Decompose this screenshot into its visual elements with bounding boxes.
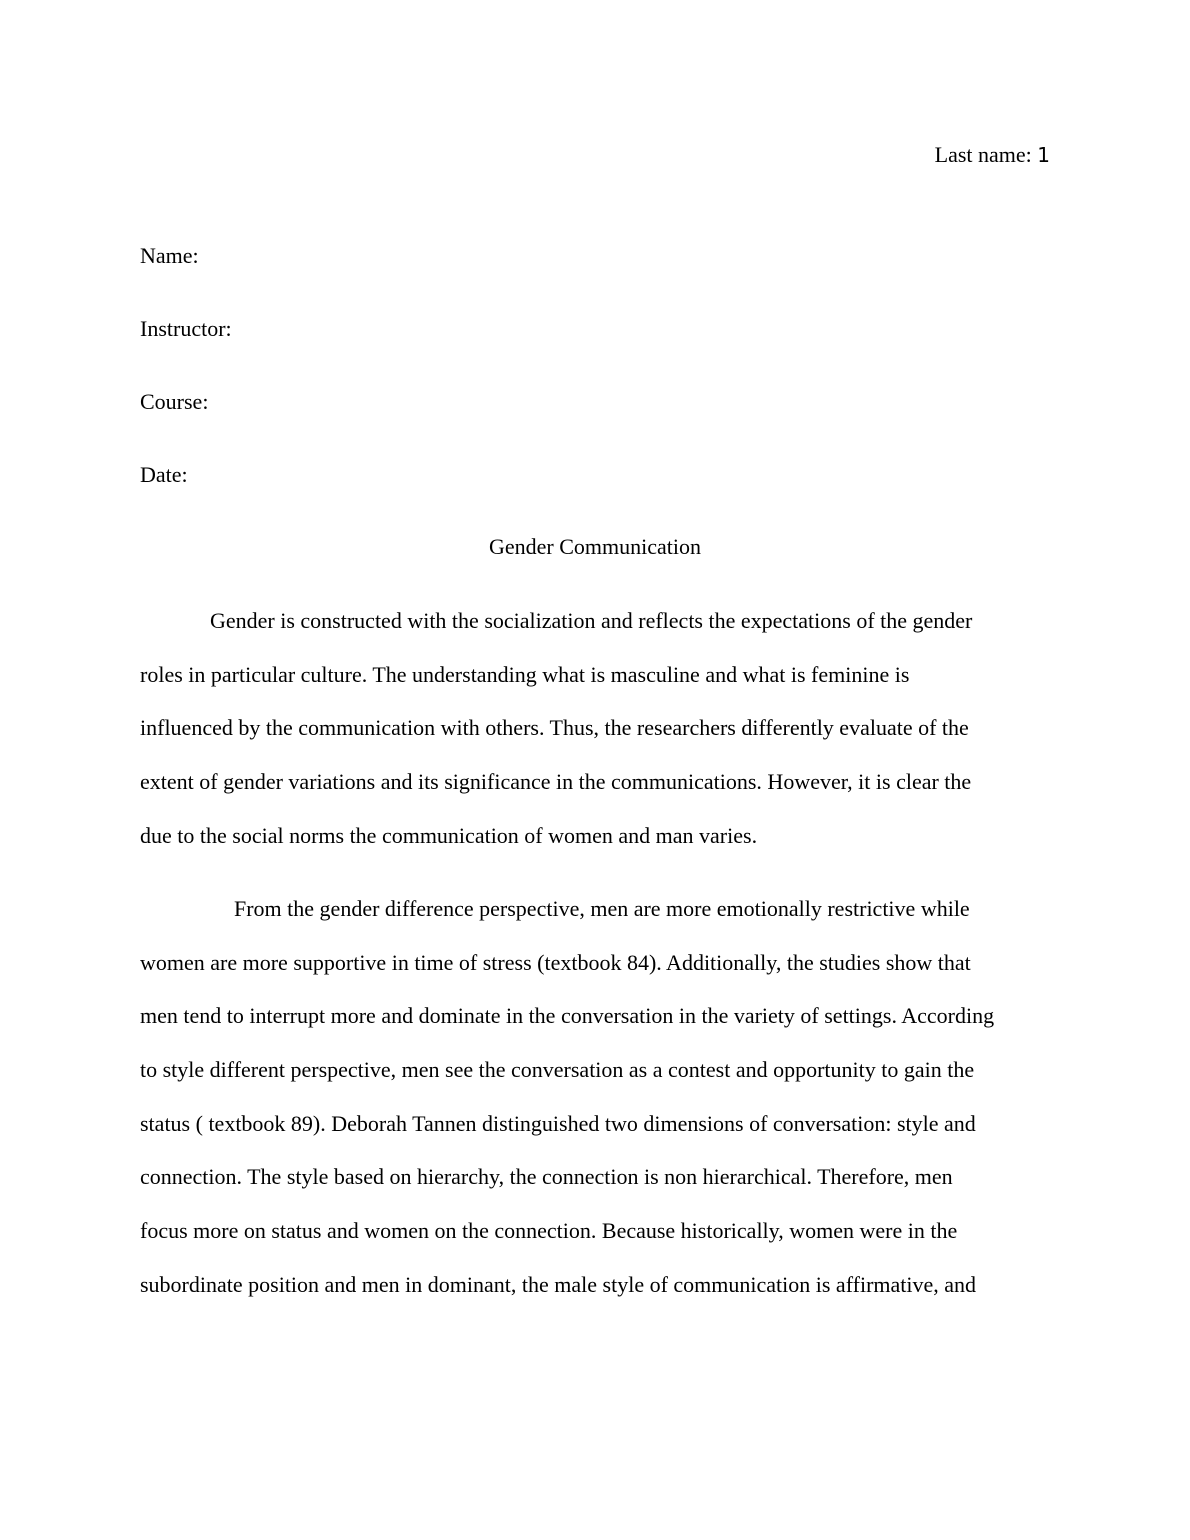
paragraph-line: women are more supportive in time of stress (textbook 84). Additionally, the studies show that <box>140 950 971 975</box>
paragraph-line: From the gender difference perspective, men are more emotionally restrictive while <box>234 896 970 921</box>
paragraph-line: connection. The style based on hierarchy, the connection is non hierarchical. Therefore, men <box>140 1164 953 1189</box>
page-number: 1 <box>1037 143 1050 167</box>
paragraph-line: to style different perspective, men see the conversation as a contest and opportunity to gain the <box>140 1057 975 1082</box>
paragraph-line: subordinate position and men in dominant, the male style of communication is affirmative, and <box>140 1272 977 1297</box>
course-line: Course: <box>140 389 209 414</box>
paragraph-line: men tend to interrupt more and dominate in the conversation in the variety of settings. According <box>140 1003 995 1028</box>
paragraph-line: Gender is constructed with the socialization and reflects the expectations of the gender <box>210 608 973 633</box>
date-line: Date: <box>140 462 188 487</box>
paragraph-line: roles in particular culture. The understanding what is masculine and what is feminine is <box>140 662 910 687</box>
paragraph-line: focus more on status and women on the connection. Because historically, women were in the <box>140 1218 958 1243</box>
paragraph-line: due to the social norms the communication of women and man varies. <box>140 823 758 848</box>
paragraph-line: status ( textbook 89). Deborah Tannen distinguished two dimensions of conversation: style and <box>140 1111 976 1136</box>
name-line: Name: <box>140 243 199 268</box>
instructor-line: Instructor: <box>140 316 232 341</box>
page-header <box>935 140 1050 170</box>
paragraph-line: influenced by the communication with others. Thus, the researchers differently evaluate of the <box>140 715 969 740</box>
paragraph-line: extent of gender variations and its significance in the communications. However, it is clear the <box>140 769 972 794</box>
header-last-name-label: Last name: <box>934 142 1032 167</box>
document-title: Gender Communication <box>488 534 701 559</box>
